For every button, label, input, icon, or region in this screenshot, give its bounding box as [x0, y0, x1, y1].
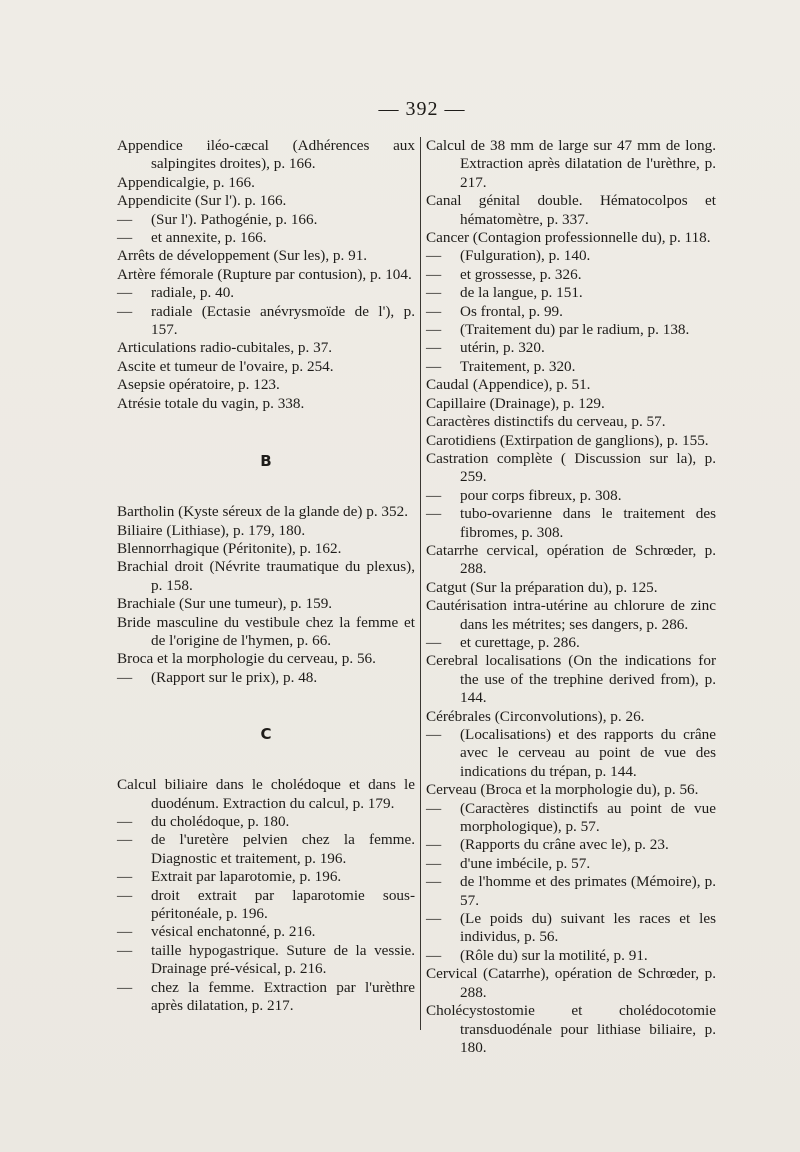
- index-subentry: [117, 284, 415, 302]
- entry-text: Castration complète ( Discussion sur la), p. 259.: [426, 449, 716, 486]
- index-subentry: [426, 303, 716, 321]
- index-subentry: [117, 229, 415, 247]
- repeat-dash: —: [117, 941, 133, 959]
- entry-text: de la langue, p. 151.: [460, 284, 583, 302]
- entry-text: et curettage, p. 286.: [460, 633, 580, 651]
- entry-text: Catgut (Sur la préparation du), p. 125.: [426, 578, 658, 596]
- index-subentry: [426, 266, 716, 284]
- entry-text: Cancer (Contagion professionnelle du), p. 118.: [426, 229, 711, 247]
- index-entry: [426, 965, 716, 1002]
- index-entry: [117, 174, 415, 192]
- repeat-dash: —: [426, 946, 442, 964]
- index-subentry: [117, 868, 415, 886]
- repeat-dash: —: [117, 978, 133, 996]
- entry-text: (Sur l'). Pathogénie, p. 166.: [151, 210, 318, 228]
- entry-text: (Rapport sur le prix), p. 48.: [151, 668, 318, 686]
- repeat-dash: —: [426, 265, 442, 283]
- index-entry: [426, 376, 716, 394]
- entry-text: radiale (Ectasie anévrysmoïde de l'), p. 157.: [151, 302, 415, 339]
- entry-text: chez la femme. Extraction par l'urèthre après dilatation, p. 217.: [151, 978, 415, 1015]
- repeat-dash: —: [426, 873, 442, 891]
- repeat-dash: —: [426, 505, 442, 523]
- entry-text: Brachial droit (Névrite traumatique du plexus), p. 158.: [117, 558, 415, 594]
- entry-text: Bride masculine du vestibule chez la femme et de l'origine de l'hymen, p. 66.: [117, 613, 415, 649]
- entry-text: Arrêts de développement (Sur les), p. 91.: [117, 247, 368, 265]
- entry-text: (Traitement du) par le radium, p. 138.: [460, 321, 690, 339]
- index-entry: [426, 413, 716, 431]
- left-column: [117, 137, 415, 1015]
- section-letter-b: B: [260, 452, 272, 471]
- entry-text: et annexite, p. 166.: [151, 229, 267, 247]
- entry-text: Carotidiens (Extirpation de ganglions), p. 155.: [426, 431, 709, 449]
- index-subentry: [426, 726, 716, 781]
- entry-text: radiale, p. 40.: [151, 284, 235, 302]
- index-entry: [117, 395, 415, 413]
- index-subentry: [426, 247, 716, 265]
- index-entry: [426, 652, 716, 707]
- index-entry: [426, 1002, 716, 1057]
- index-entry: [117, 540, 415, 558]
- index-entry: [426, 432, 716, 450]
- entry-text: (Rôle du) sur la motilité, p. 91.: [460, 946, 648, 964]
- entry-text: (Rapports du crâne avec le), p. 23.: [460, 836, 669, 854]
- repeat-dash: —: [117, 284, 133, 302]
- index-subentry: [117, 979, 415, 1016]
- repeat-dash: —: [117, 886, 133, 904]
- entry-text: et grossesse, p. 326.: [460, 265, 582, 283]
- entry-text: Cervical (Catarrhe), opération de Schrœder, p. 288.: [426, 965, 716, 1001]
- index-subentry: [117, 303, 415, 340]
- entry-text: droit extrait par laparotomie sous-péritonéale, p. 196.: [151, 886, 415, 922]
- entry-text: Calcul biliaire dans le cholédoque et dans le duodénum. Extraction du calcul, p. 179.: [117, 776, 415, 812]
- repeat-dash: —: [426, 633, 442, 651]
- entry-text: Traitement, p. 320.: [460, 357, 576, 375]
- index-subentry: [426, 910, 716, 947]
- index-subentry: [426, 321, 716, 339]
- entry-text: Cautérisation intra-utérine au chlorure de zinc dans les métrites; ses dangers, p. 286.: [426, 597, 716, 633]
- entry-text: de l'homme et des primates (Mémoire), p. 57.: [460, 873, 716, 909]
- repeat-dash: —: [426, 321, 442, 339]
- index-entry: [117, 376, 415, 394]
- index-entry: [426, 229, 716, 247]
- entry-text: Appendicite (Sur l'). p. 166.: [117, 192, 287, 210]
- repeat-dash: —: [117, 923, 133, 941]
- index-subentry: [426, 634, 716, 652]
- index-entry: [117, 522, 415, 540]
- index-subentry: [426, 855, 716, 873]
- section-letter-c: C: [260, 725, 272, 744]
- repeat-dash: —: [426, 247, 442, 265]
- index-entry: [117, 358, 415, 376]
- repeat-dash: —: [117, 868, 133, 886]
- repeat-dash: —: [117, 210, 133, 228]
- index-subentry: [426, 339, 716, 357]
- index-entry: [426, 137, 716, 192]
- entry-text: pour corps fibreux, p. 308.: [460, 486, 622, 504]
- entry-text: Bartholin (Kyste séreux de la glande de) p. 352.: [117, 503, 409, 521]
- index-entry: [426, 542, 716, 579]
- index-subentry: [117, 669, 415, 687]
- entry-text: Catarrhe cervical, opération de Schrœder, p. 288.: [426, 541, 716, 578]
- index-subentry: [117, 887, 415, 924]
- entry-text: Cerveau (Broca et la morphologie du), p. 56.: [426, 781, 699, 799]
- index-subentry: [426, 947, 716, 965]
- repeat-dash: —: [426, 357, 442, 375]
- entry-text: Caudal (Appendice), p. 51.: [426, 376, 591, 394]
- index-entry: [117, 776, 415, 813]
- entry-text: Ascite et tumeur de l'ovaire, p. 254.: [117, 357, 334, 375]
- repeat-dash: —: [426, 854, 442, 872]
- page-number: — 392 —: [378, 98, 466, 120]
- right-column: [426, 137, 716, 1057]
- repeat-dash: —: [426, 486, 442, 504]
- index-subentry: [426, 284, 716, 302]
- index-subentry: [426, 487, 716, 505]
- entry-text: (Localisations) et des rapports du crâne avec le cerveau au point de vue des indications du trépan, p. 144.: [460, 726, 716, 780]
- entry-text: Calcul de 38 mm de large sur 47 mm de long. Extraction après dilatation de l'urèthre, p. 217.: [426, 137, 716, 191]
- index-entry: [117, 247, 415, 265]
- entry-text: Articulations radio-cubitales, p. 37.: [117, 339, 333, 357]
- index-entry: [426, 781, 716, 799]
- index-subentry: [426, 358, 716, 376]
- entry-text: Extrait par laparotomie, p. 196.: [151, 868, 342, 886]
- entry-text: (Le poids du) suivant les races et les individus, p. 56.: [460, 910, 716, 946]
- entry-text: Cerebral localisations (On the indications for the use of the trephine derived from), p. 144.: [426, 652, 716, 707]
- index-section-a: [117, 137, 415, 413]
- entry-text: (Caractères distinctifs au point de vue morphologique), p. 57.: [460, 799, 716, 836]
- entry-text: Cérébrales (Circonvolutions), p. 26.: [426, 707, 645, 725]
- index-entry: [117, 339, 415, 357]
- index-subentry: [426, 800, 716, 837]
- index-entry: [117, 650, 415, 668]
- index-subentry: [117, 923, 415, 941]
- index-entry: [117, 192, 415, 210]
- entry-text: Capillaire (Drainage), p. 129.: [426, 394, 605, 412]
- index-entry: [426, 395, 716, 413]
- index-section-c: [117, 776, 415, 1015]
- index-entry: [117, 614, 415, 651]
- repeat-dash: —: [117, 302, 133, 320]
- repeat-dash: —: [117, 831, 133, 849]
- column-divider: [420, 137, 421, 1030]
- index-entry: [117, 266, 415, 284]
- repeat-dash: —: [117, 229, 133, 247]
- index-entry: [426, 579, 716, 597]
- index-entry: [117, 595, 415, 613]
- entry-text: Caractères distinctifs du cerveau, p. 57.: [426, 413, 666, 431]
- index-entry: [426, 192, 716, 229]
- entry-text: Brachiale (Sur une tumeur), p. 159.: [117, 595, 333, 613]
- index-subentry: [117, 813, 415, 831]
- repeat-dash: —: [426, 302, 442, 320]
- index-section-c-continued: [426, 137, 716, 1057]
- entry-text: Artère fémorale (Rupture par contusion), p. 104.: [117, 265, 412, 283]
- index-subentry: [426, 873, 716, 910]
- entry-text: Cholécystostomie et cholédocotomie transduodénale pour lithiase biliaire, p. 180.: [426, 1002, 716, 1056]
- entry-text: Broca et la morphologie du cerveau, p. 56.: [117, 650, 376, 668]
- index-subentry: [117, 211, 415, 229]
- repeat-dash: —: [426, 910, 442, 928]
- entry-text: vésical enchatonné, p. 216.: [151, 923, 316, 941]
- entry-text: d'une imbécile, p. 57.: [460, 854, 591, 872]
- entry-text: Canal génital double. Hématocolpos et hématomètre, p. 337.: [426, 192, 716, 228]
- repeat-dash: —: [426, 726, 442, 743]
- entry-text: Asepsie opératoire, p. 123.: [117, 376, 280, 394]
- repeat-dash: —: [426, 284, 442, 302]
- index-subentry: [426, 505, 716, 542]
- index-subentry: [117, 831, 415, 868]
- repeat-dash: —: [117, 812, 133, 830]
- entry-text: (Fulguration), p. 140.: [460, 247, 591, 265]
- index-entry: [426, 708, 716, 726]
- index-subentry: [117, 942, 415, 979]
- entry-text: utérin, p. 320.: [460, 339, 545, 357]
- repeat-dash: —: [426, 339, 442, 357]
- entry-text: tubo-ovarienne dans le traitement des fibromes, p. 308.: [460, 505, 716, 541]
- entry-text: Blennorrhagique (Péritonite), p. 162.: [117, 539, 342, 557]
- index-entry: [117, 503, 415, 521]
- entry-text: Appendice iléo-cæcal (Adhérences aux salpingites droites), p. 166.: [117, 137, 415, 173]
- repeat-dash: —: [117, 668, 133, 686]
- entry-text: Biliaire (Lithiase), p. 179, 180.: [117, 521, 306, 539]
- index-section-b: [117, 503, 415, 687]
- index-subentry: [426, 836, 716, 854]
- entry-text: de l'uretère pelvien chez la femme. Diagnostic et traitement, p. 196.: [151, 831, 415, 867]
- repeat-dash: —: [426, 799, 442, 817]
- entry-text: du cholédoque, p. 180.: [151, 812, 290, 830]
- index-entry: [117, 558, 415, 595]
- entry-text: Appendicalgie, p. 166.: [117, 173, 255, 191]
- repeat-dash: —: [426, 836, 442, 854]
- index-entry: [426, 450, 716, 487]
- entry-text: Os frontal, p. 99.: [460, 302, 563, 320]
- entry-text: Atrésie totale du vagin, p. 338.: [117, 394, 305, 412]
- index-entry: [117, 137, 415, 174]
- entry-text: taille hypogastrique. Suture de la vessie. Drainage pré-vésical, p. 216.: [151, 941, 415, 978]
- index-entry: [426, 597, 716, 634]
